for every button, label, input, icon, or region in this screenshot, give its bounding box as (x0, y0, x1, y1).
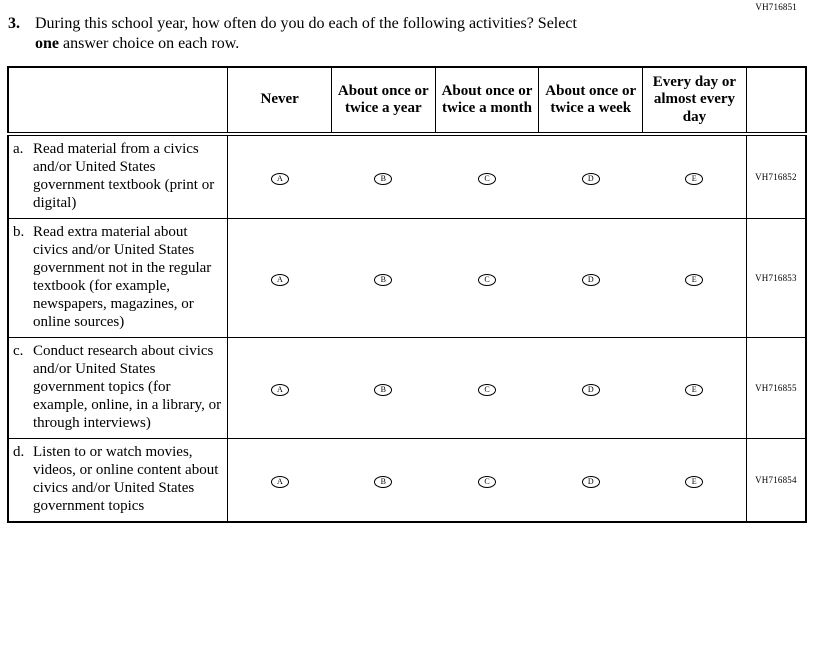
option-cell-never (228, 438, 332, 522)
answer-bubble-e[interactable]: E (685, 476, 703, 488)
option-cell-once-a-month (435, 134, 539, 219)
answer-bubble-a[interactable]: A (271, 274, 289, 286)
response-grid (7, 66, 807, 523)
row-letter: b. (13, 223, 25, 240)
question-bold-word: one (35, 35, 59, 52)
answer-bubble-d[interactable]: D (582, 476, 600, 488)
row-label-cell (8, 438, 228, 522)
row-code: VH716853 (746, 218, 806, 337)
row-code: VH716855 (746, 337, 806, 438)
header-code-blank (746, 67, 806, 134)
row-label-cell (8, 337, 228, 438)
option-cell-once-a-month (435, 218, 539, 337)
answer-bubble-a[interactable]: A (271, 384, 289, 396)
table-row (8, 337, 806, 438)
answer-bubble-b[interactable]: B (374, 274, 392, 286)
question-stem (8, 14, 807, 54)
option-cell-once-a-week (539, 134, 643, 219)
row-label-cell (8, 134, 228, 219)
row-letter: c. (13, 342, 24, 359)
option-cell-once-a-year (331, 218, 435, 337)
row-label: Listen to or watch movies, videos, or online content about civics and/or United States government topics (33, 443, 219, 514)
question-line-2-rest: answer choice on each row. (63, 35, 240, 52)
table-row (8, 438, 806, 522)
answer-bubble-e[interactable]: E (685, 173, 703, 185)
option-cell-every-day (643, 134, 747, 219)
header-once-a-month: About once or twice a month (435, 67, 539, 134)
header-never: Never (228, 67, 332, 134)
answer-bubble-a[interactable]: A (271, 476, 289, 488)
answer-bubble-d[interactable]: D (582, 274, 600, 286)
row-label-cell (8, 218, 228, 337)
row-label: Read extra material about civics and/or United States government not in the regular textbook (for example, newspapers, magazines, or online sources) (33, 223, 212, 330)
answer-bubble-a[interactable]: A (271, 173, 289, 185)
row-code: VH716854 (746, 438, 806, 522)
row-label: Read material from a civics and/or United States government textbook (print or digital) (33, 140, 215, 211)
answer-bubble-d[interactable]: D (582, 384, 600, 396)
answer-bubble-c[interactable]: C (478, 173, 496, 185)
question-number: 3. (8, 15, 20, 32)
row-code: VH716852 (746, 134, 806, 219)
question-line-2 (35, 34, 577, 54)
question-text (35, 14, 577, 54)
answer-bubble-e[interactable]: E (685, 384, 703, 396)
option-cell-every-day (643, 438, 747, 522)
row-letter: a. (13, 140, 24, 157)
header-once-a-week: About once or twice a week (539, 67, 643, 134)
option-cell-once-a-week (539, 337, 643, 438)
table-row (8, 134, 806, 219)
option-cell-every-day (643, 337, 747, 438)
table-row (8, 218, 806, 337)
answer-bubble-b[interactable]: B (374, 476, 392, 488)
answer-bubble-c[interactable]: C (478, 384, 496, 396)
header-row (8, 67, 806, 134)
answer-bubble-c[interactable]: C (478, 274, 496, 286)
item-code: VH716851 (755, 2, 797, 12)
option-cell-every-day (643, 218, 747, 337)
option-cell-never (228, 337, 332, 438)
option-cell-once-a-year (331, 438, 435, 522)
option-cell-once-a-week (539, 438, 643, 522)
row-label: Conduct research about civics and/or United States government topics (for example, online, in a library, or through interviews) (33, 342, 222, 431)
header-blank (8, 67, 228, 134)
option-cell-once-a-month (435, 337, 539, 438)
answer-bubble-b[interactable]: B (374, 384, 392, 396)
option-cell-never (228, 134, 332, 219)
header-every-day: Every day or almost every day (643, 67, 747, 134)
answer-bubble-c[interactable]: C (478, 476, 496, 488)
option-cell-once-a-year (331, 337, 435, 438)
option-cell-never (228, 218, 332, 337)
option-cell-once-a-year (331, 134, 435, 219)
header-once-a-year: About once or twice a year (331, 67, 435, 134)
question-line-1: During this school year, how often do you do each of the following activities? Select (35, 15, 577, 32)
option-cell-once-a-week (539, 218, 643, 337)
answer-bubble-e[interactable]: E (685, 274, 703, 286)
answer-bubble-d[interactable]: D (582, 173, 600, 185)
option-cell-once-a-month (435, 438, 539, 522)
row-letter: d. (13, 443, 25, 460)
answer-bubble-b[interactable]: B (374, 173, 392, 185)
